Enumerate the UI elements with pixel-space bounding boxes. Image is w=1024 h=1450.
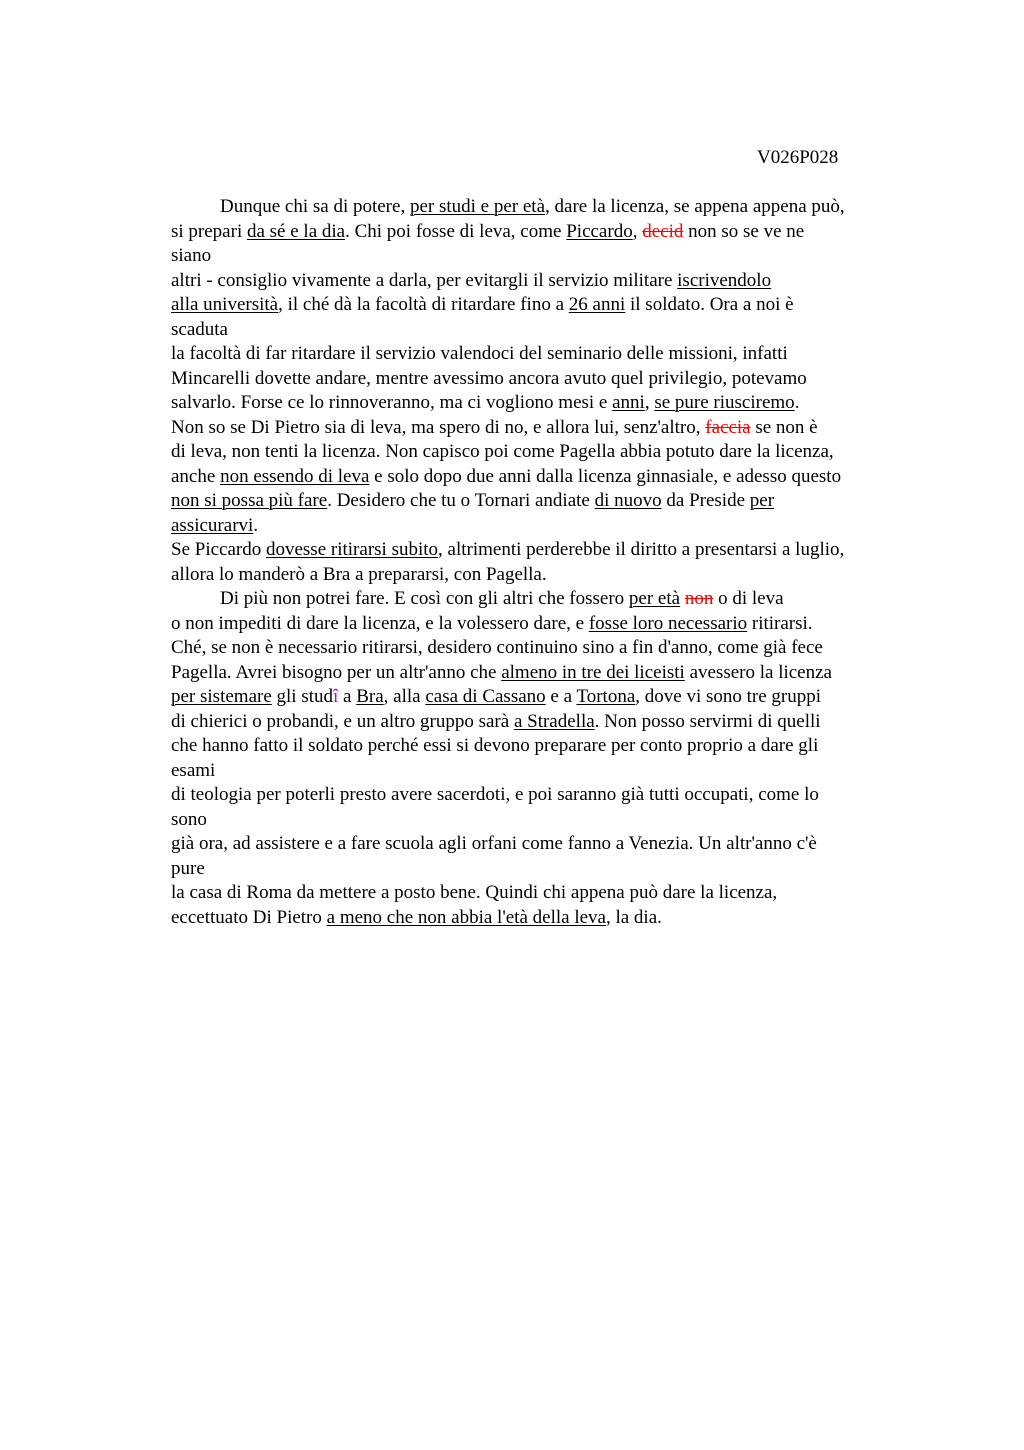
text-segment: , dare la licenza, se appena appena può, — [545, 196, 845, 217]
text-segment: salvarlo. Forse ce lo rinnoveranno, ma ci vogliono mesi e — [171, 392, 613, 413]
text-segment: , dove vi sono tre gruppi — [635, 686, 822, 707]
text-line — [171, 759, 911, 784]
text-segment: o di leva — [713, 588, 784, 609]
text-line — [171, 220, 911, 245]
deleted-text: faccia — [705, 416, 751, 438]
text-line — [171, 636, 911, 661]
letter-body — [171, 195, 911, 930]
underlined-text: di nuovo — [594, 490, 662, 511]
text-line — [171, 440, 911, 465]
text-line — [171, 563, 911, 588]
text-segment: la facoltà di far ritardare il servizio valendoci del seminario delle missioni, infatti — [171, 343, 788, 364]
text-line — [171, 391, 911, 416]
underlined-text: per studi e per età — [409, 196, 546, 217]
deleted-text: non — [684, 588, 714, 609]
text-line — [171, 367, 911, 392]
text-line — [171, 881, 911, 906]
text-segment: , la dia. — [605, 906, 662, 928]
text-line — [171, 489, 911, 514]
text-segment: a — [338, 686, 357, 707]
page-id-label: V026P028 — [757, 147, 839, 168]
text-segment: ritirarsi. — [747, 612, 813, 634]
text-line — [171, 293, 911, 318]
text-segment: . Non posso servirmi di quelli — [594, 710, 821, 732]
text-segment: che hanno fatto il soldato perché essi si devono preparare per conto proprio a dare gli — [171, 735, 819, 756]
text-line — [171, 612, 911, 637]
text-segment: la casa di Roma da mettere a posto bene. Quindi chi appena può dare la licenza, — [171, 882, 778, 903]
text-segment: e solo dopo due anni dalla licenza ginnasiale, e adesso questo — [369, 465, 842, 487]
text-segment: già ora, ad assistere e a fare scuola agli orfani come fanno a Venezia. Un altr'anno c'è — [171, 833, 817, 854]
text-segment: Mincarelli dovette andare, mentre avessimo ancora avuto quel privilegio, potevamo — [171, 367, 807, 389]
text-line — [171, 416, 911, 441]
text-segment: sono — [171, 808, 207, 830]
text-line — [171, 195, 911, 220]
underlined-text: 26 anni — [568, 294, 626, 315]
text-line — [171, 342, 911, 367]
text-segment: , alla — [383, 686, 426, 707]
underlined-text: Tortona — [576, 686, 636, 707]
text-segment: non so se ve ne — [683, 220, 805, 242]
text-segment: pure — [171, 857, 205, 879]
underlined-text: Piccardo — [566, 220, 633, 242]
underlined-text: Bra — [356, 686, 384, 707]
deleted-text: decid — [642, 220, 684, 242]
text-segment: altri - consiglio vivamente a darla, per evitargli il servizio militare — [171, 269, 678, 291]
text-segment: siano — [171, 245, 212, 266]
text-segment: avessero la licenza — [684, 661, 832, 683]
text-line — [171, 734, 911, 759]
underlined-text: per sistemare — [171, 686, 272, 707]
text-segment: Ché, se non è necessario ritirarsi, desidero continuino sino a fin d'anno, come già fece — [171, 637, 823, 658]
text-line — [171, 587, 911, 612]
underlined-text: assicurarvi — [171, 514, 254, 536]
underlined-text: fosse loro necessario — [588, 612, 748, 634]
text-segment: da Preside — [661, 490, 750, 511]
text-line — [171, 661, 911, 686]
text-line — [171, 906, 911, 931]
text-segment: gli stud — [271, 686, 333, 707]
text-segment: Dunque chi sa di potere, — [220, 196, 410, 217]
underlined-text: almeno in tre dei liceisti — [501, 661, 685, 683]
underlined-text: anni — [612, 392, 645, 413]
underlined-text: da sé e la dia — [246, 220, 346, 242]
text-segment: . Chi poi fosse di leva, come — [345, 220, 567, 242]
text-line — [171, 808, 911, 833]
text-segment: . — [253, 514, 259, 536]
text-line — [171, 857, 911, 882]
text-segment: o non impediti di dare la licenza, e la volessero dare, e — [171, 612, 589, 634]
text-line — [171, 832, 911, 857]
text-segment: il soldato. Ora a noi è — [625, 294, 794, 315]
text-segment: Di più non potrei fare. E così con gli altri che fossero — [220, 588, 629, 609]
underlined-text: iscrivendolo — [677, 269, 772, 291]
underlined-text: se pure riusciremo — [654, 392, 795, 413]
text-line — [171, 783, 911, 808]
text-segment: si prepari — [171, 220, 247, 242]
underlined-text: dovesse ritirarsi subito — [265, 539, 439, 560]
text-segment: di leva, non tenti la licenza. Non capisco poi come Pagella abbia potuto dare la licenza, — [171, 441, 834, 462]
text-segment: , — [632, 220, 643, 242]
underlined-text: per età — [628, 588, 681, 609]
text-segment: allora lo manderò a Bra a prepararsi, con Pagella. — [171, 563, 547, 585]
text-line — [171, 514, 911, 539]
text-segment: se non è — [750, 416, 818, 438]
text-segment: , il ché dà la facoltà di ritardare fino a — [278, 294, 569, 315]
text-segment: di teologia per poterli presto avere sacerdoti, e poi saranno già tutti occupati, come lo — [171, 784, 819, 805]
text-segment: di chierici o probandi, e un altro gruppo sarà — [171, 710, 514, 732]
underlined-text: non si possa più fare — [171, 490, 328, 511]
text-line — [171, 318, 911, 343]
text-line — [171, 710, 911, 735]
underlined-text: casa di Cassano — [425, 686, 546, 707]
text-segment: Non so se Di Pietro sia di leva, ma spero di no, e allora lui, senz'altro, — [171, 416, 706, 438]
text-segment: eccettuato Di Pietro — [171, 906, 327, 928]
text-line — [171, 244, 911, 269]
text-segment: Se Piccardo — [171, 539, 266, 560]
text-line — [171, 269, 911, 294]
text-segment: , — [644, 392, 655, 413]
underlined-text: a meno che non abbia l'età della leva — [326, 906, 606, 928]
text-segment: esami — [171, 759, 216, 781]
inserted-text: î — [333, 686, 339, 707]
text-segment: . Desidero che tu o Tornari andiate — [327, 490, 595, 511]
underlined-text: a Stradella — [513, 710, 595, 732]
text-segment: , altrimenti perderebbe il diritto a presentarsi a luglio, — [438, 539, 845, 560]
text-segment: e a — [545, 686, 577, 707]
text-segment: anche — [171, 465, 221, 487]
underlined-text: alla università — [171, 294, 279, 315]
text-segment: Pagella. Avrei bisogno per un altr'anno che — [171, 661, 502, 683]
text-line — [171, 538, 911, 563]
text-line — [171, 465, 911, 490]
text-segment: . — [794, 392, 800, 413]
text-segment: scaduta — [171, 318, 228, 340]
underlined-text: per — [749, 490, 775, 511]
text-line — [171, 685, 911, 710]
underlined-text: non essendo di leva — [220, 465, 370, 487]
